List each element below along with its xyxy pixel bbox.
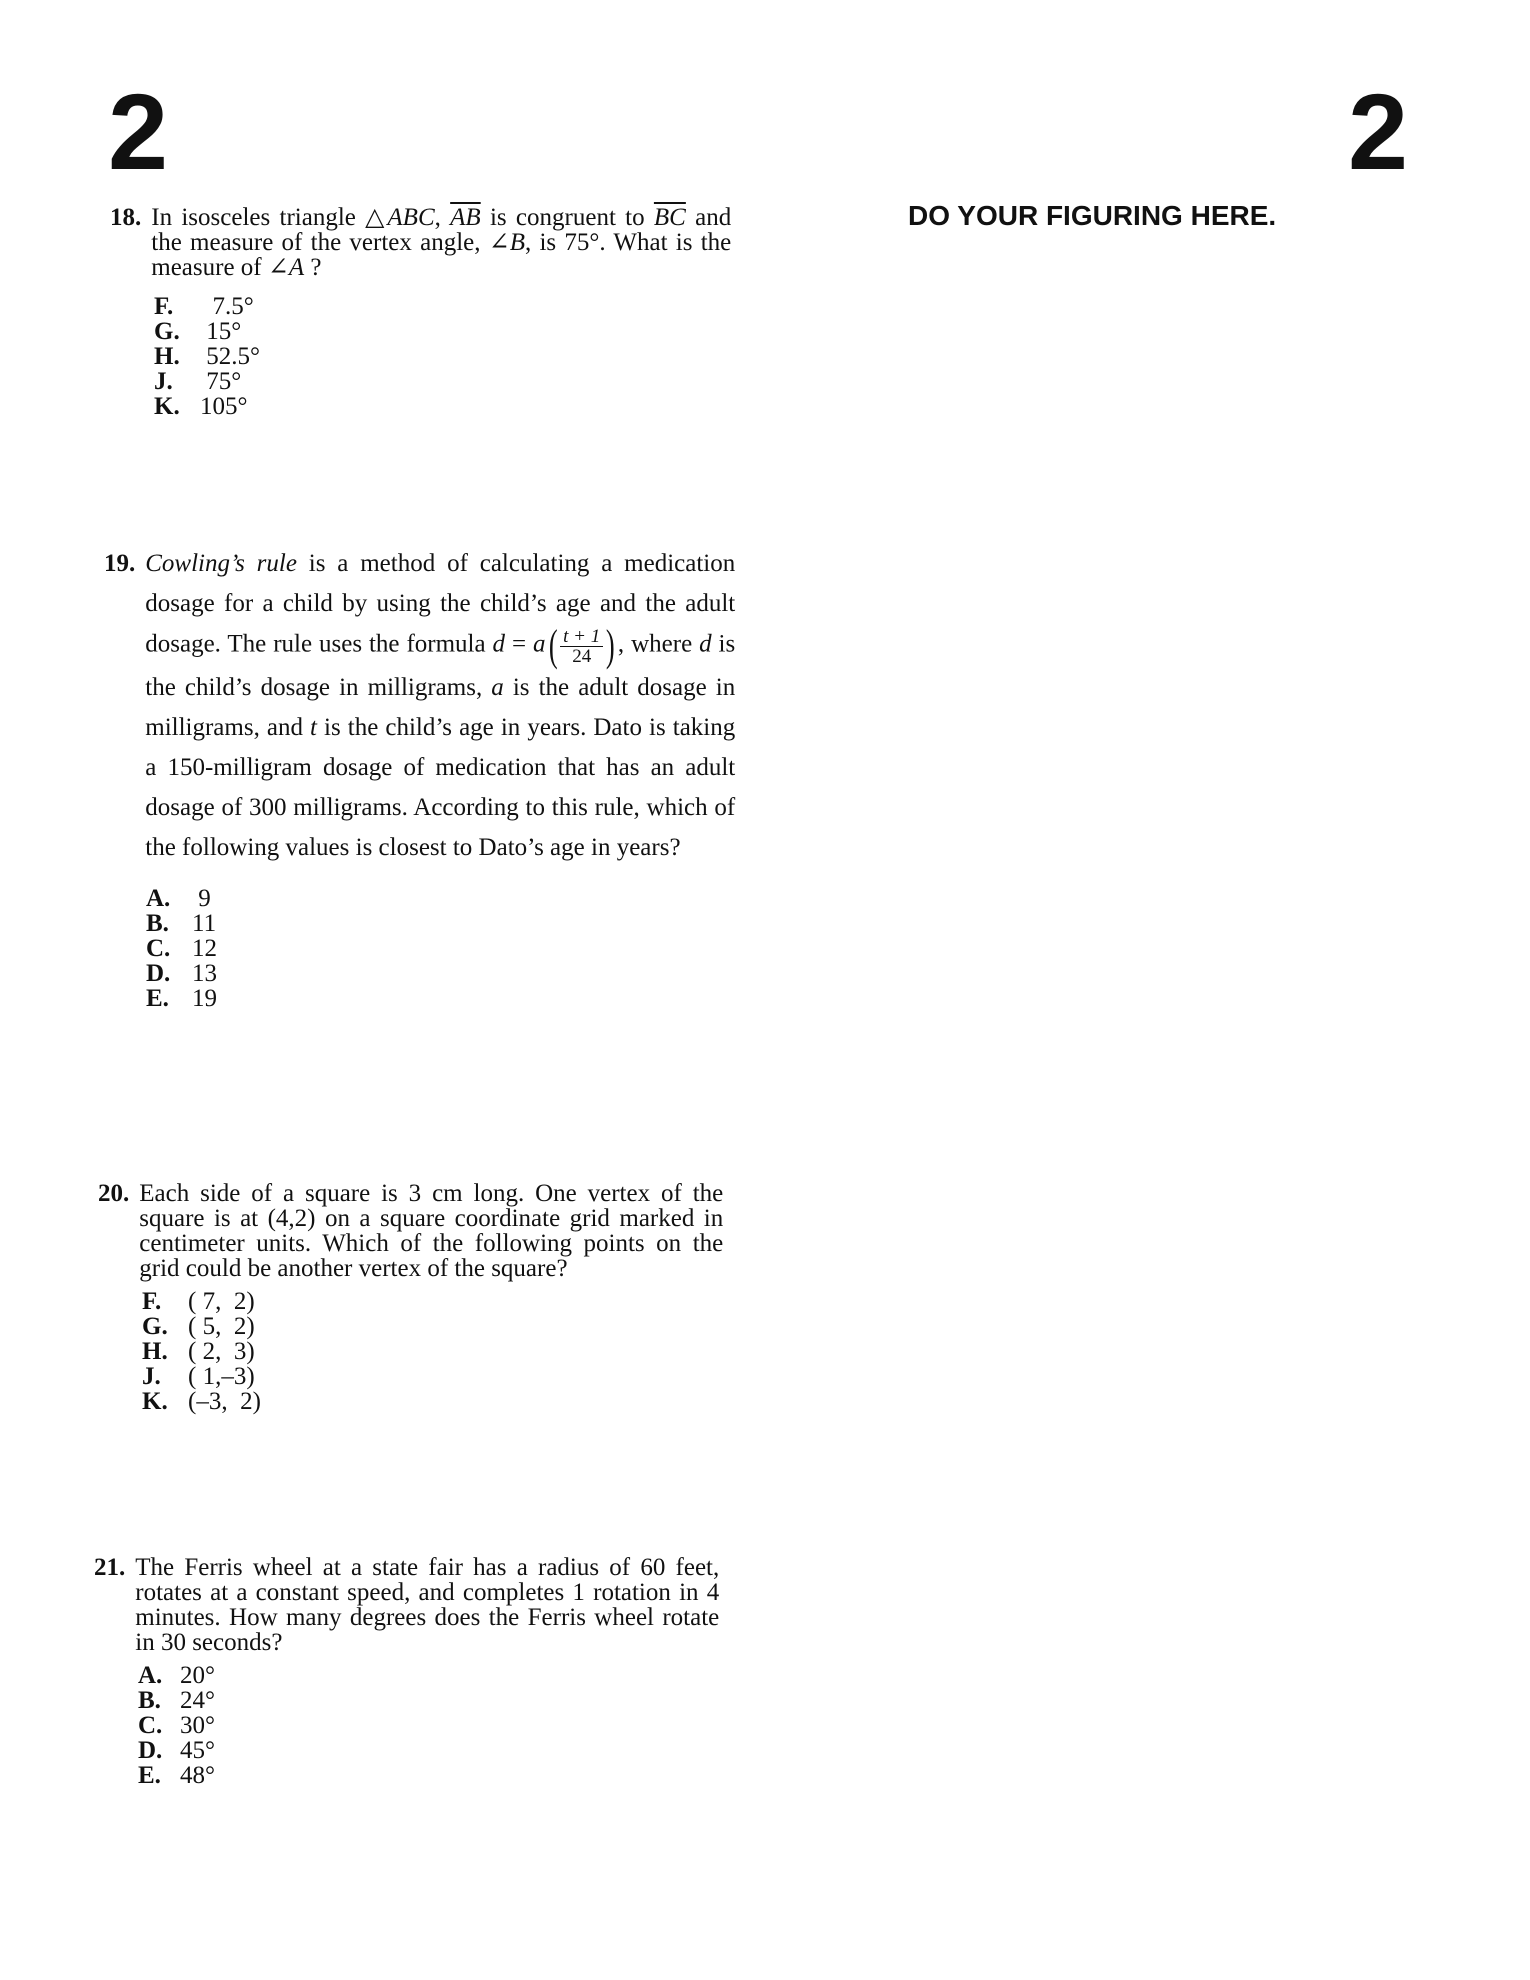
formula-fraction: $\frac{t + 1}{24}$	[560, 627, 603, 666]
answer-choice[interactable]: J. 75°	[154, 368, 242, 395]
question-21	[94, 1555, 734, 1788]
answer-choice[interactable]: A. 20°	[138, 1662, 215, 1689]
question-18	[110, 205, 750, 419]
answer-choice[interactable]: H. 52.5°	[154, 343, 260, 370]
answer-choice[interactable]: D. 45°	[138, 1737, 215, 1764]
answer-choices	[146, 886, 744, 1011]
answer-choice[interactable]: B. 11	[146, 910, 217, 937]
question-text: In isosceles triangle △ABC, $\overline{AB}$ is congruent to $\overline{BC}$ and the measure of the vertex angle, ∠B, is 75°. What is the measure of ∠A ?	[151, 204, 732, 281]
answer-choices	[142, 1289, 738, 1414]
answer-choice[interactable]: J. ( 1,–3)	[142, 1363, 255, 1390]
answer-choice[interactable]: B. 24°	[138, 1687, 215, 1714]
question-number: 19.	[104, 550, 136, 577]
answer-choice[interactable]: D. 13	[146, 960, 217, 987]
question-20	[98, 1181, 738, 1414]
answer-choice[interactable]: C. 30°	[138, 1712, 215, 1739]
answer-choice[interactable]: K. 105°	[154, 393, 248, 420]
answer-choice[interactable]: C. 12	[146, 935, 217, 962]
answer-choice[interactable]: K. (–3, 2)	[142, 1388, 261, 1415]
answer-choice[interactable]: E. 48°	[138, 1762, 215, 1789]
section-number-left: 2	[108, 71, 169, 192]
answer-choices	[154, 294, 750, 419]
question-number: 20.	[98, 1180, 130, 1207]
question-19	[104, 551, 744, 1011]
question-text: The Ferris wheel at a state fair has a radius of 60 feet, rotates at a constant speed, and completes 1 rotation in 4 minutes. How many degrees does the Ferris wheel rotate in 30 seconds?	[135, 1554, 720, 1656]
answer-choice[interactable]: F. 7.5°	[154, 293, 254, 320]
question-number: 21.	[94, 1554, 126, 1581]
right-paren: )	[606, 621, 615, 670]
answer-choice[interactable]: G. 15°	[154, 318, 242, 345]
answer-choice[interactable]: F. ( 7, 2)	[142, 1288, 255, 1315]
answer-choice[interactable]: E. 19	[146, 985, 217, 1012]
figuring-label: DO YOUR FIGURING HERE.	[908, 200, 1277, 231]
question-text: Each side of a square is 3 cm long. One vertex of the square is at (4,2) on a square coordinate grid marked in centimeter units. Which of the following points on the grid could be another vertex of the square?	[139, 1180, 724, 1282]
question-number: 18.	[110, 204, 142, 231]
answer-choice[interactable]: G. ( 5, 2)	[142, 1313, 255, 1340]
question-text: Cowling’s rule is a method of calculating a medication dosage for a child by using the child’s age and the adult dosage. The rule uses the formula d = a( $\frac{t + 1}{24}$ ) , where d is the child’s dosage in milligrams, a is the adult dosage in milligrams, and t is the child’s age in years. Dato is taking a 150-milligram dosage of medication that has an adult dosage of 300 milligrams. According to this rule, which of the following values is closest to Dato’s age in years?	[145, 550, 736, 861]
section-number-right: 2	[1348, 71, 1409, 192]
answer-choice[interactable]: H. ( 2, 3)	[142, 1338, 255, 1365]
answer-choices	[138, 1663, 734, 1788]
left-paren: (	[548, 621, 558, 670]
answer-choice[interactable]: A. 9	[146, 885, 211, 912]
